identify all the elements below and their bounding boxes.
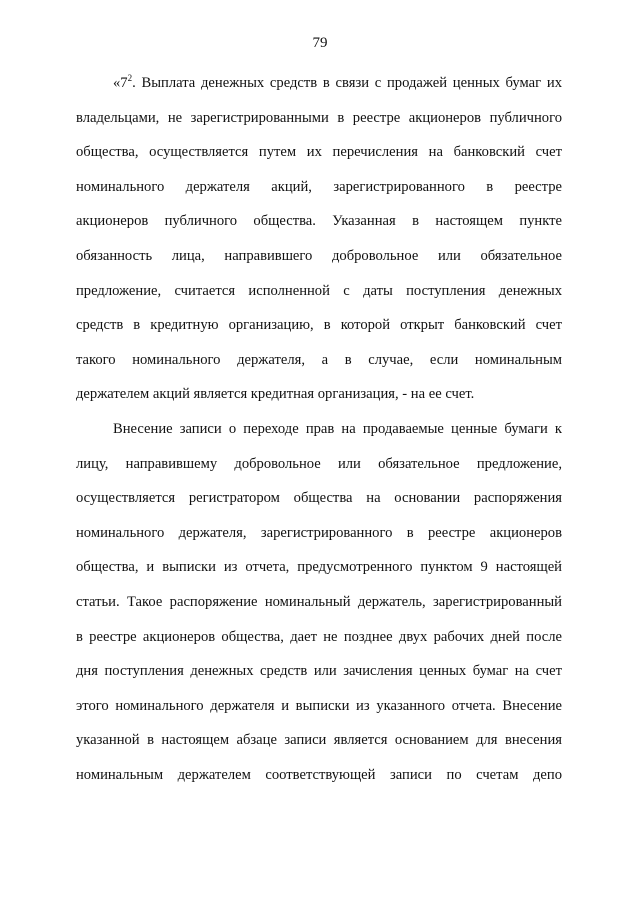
paragraph-2-line-2: лицу, направившему добровольное или обязательное предложение, — [76, 455, 562, 472]
quote-number: «7 — [113, 75, 128, 91]
paragraph-1-line-10: держателем акций является кредитная организация, - на ее счет. — [76, 386, 475, 403]
paragraph-2-line-11: номинальным держателем соответствующей записи по счетам депо — [76, 766, 562, 783]
paragraph-2-line-1: Внесение записи о переходе прав на продаваемые ценные бумаги к — [113, 420, 562, 437]
paragraph-2-line-9: этого номинального держателя и выписки из указанного отчета. Внесение — [76, 697, 562, 714]
paragraph-1-line-9: такого номинального держателя, а в случае, если номинальным — [76, 351, 562, 368]
paragraph-1-line-5: акционеров публичного общества. Указанная в настоящем пункте — [76, 213, 562, 230]
paragraph-1-line-7: предложение, считается исполненной с даты поступления денежных — [76, 282, 562, 299]
paragraph-1-line-1 — [76, 66, 562, 101]
paragraph-2-line-5: общества, и выписки из отчета, предусмотренного пунктом 9 настоящей — [76, 559, 562, 576]
paragraph-2-line-10: указанной в настоящем абзаце записи является основанием для внесения — [76, 732, 562, 749]
paragraph-1-line-3: общества, осуществляется путем их перечисления на банковский счет — [76, 144, 562, 161]
paragraph-1-line-4: номинального держателя акций, зарегистрированного в реестре — [76, 178, 562, 195]
paragraph-2-line-7: в реестре акционеров общества, дает не позднее двух рабочих дней после — [76, 628, 562, 645]
paragraph-1-line-8: средств в кредитную организацию, в которой открыт банковский счет — [76, 317, 562, 334]
paragraph-2-line-4: номинального держателя, зарегистрированного в реестре акционеров — [76, 524, 562, 541]
paragraph-1-line-2: владельцами, не зарегистрированными в реестре акционеров публичного — [76, 109, 562, 126]
document-body — [76, 66, 562, 792]
paragraph-2-line-8: дня поступления денежных средств или зачисления ценных бумаг на счет — [76, 663, 562, 680]
paragraph-2-line-3: осуществляется регистратором общества на основании распоряжения — [76, 490, 562, 507]
page-number: 79 — [312, 35, 328, 51]
paragraph-2-line-6: статьи. Такое распоряжение номинальный держатель, зарегистрированный — [76, 593, 562, 610]
superscript: 2 — [127, 73, 133, 83]
paragraph-1-line-1-text: . Выплата денежных средств в связи с продажей ценных бумаг их — [132, 75, 562, 91]
paragraph-1-line-6: обязанность лица, направившего добровольное или обязательное — [76, 247, 562, 264]
